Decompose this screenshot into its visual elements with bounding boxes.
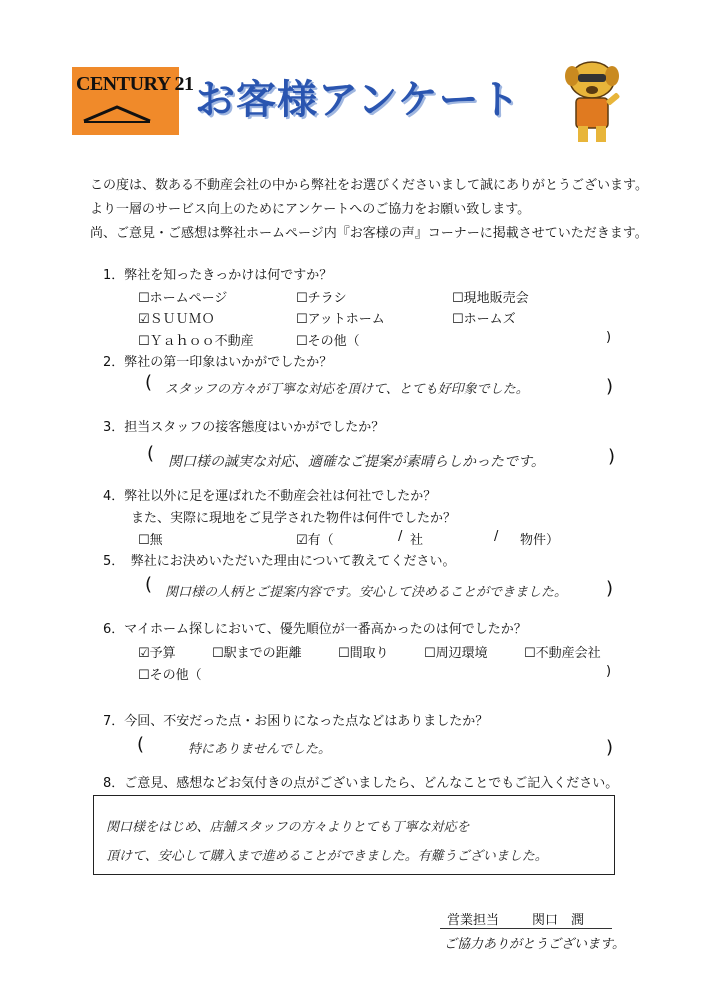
intro-line-1: この度は、数ある不動産会社の中から弊社をお選びくださいまして誠にありがとうございます。 xyxy=(90,178,648,193)
q6-option-company: ☐不動産会社 xyxy=(524,646,601,661)
q2-close: ) xyxy=(606,376,614,397)
logo-text: CENTURY 21 xyxy=(76,73,194,95)
q2-answer: スタッフの方々が丁寧な対応を頂けて、とても好印象でした。 xyxy=(165,382,529,397)
q4-option-yes: ☑有（ xyxy=(296,533,334,548)
q3-question: 3．担当スタッフの接客態度はいかがでしたか？ xyxy=(103,420,385,435)
q1-option-homes: ☐ホームズ xyxy=(452,312,516,327)
q6-option-budget: ☑予算 xyxy=(138,646,176,661)
q2-open: ( xyxy=(145,372,153,393)
q7-close: ) xyxy=(606,737,614,758)
q4-question: 4．弊社以外に足を運ばれた不動産会社は何社でしたか？ xyxy=(103,489,437,504)
q4-slash-2: / xyxy=(494,529,499,544)
q1-option-chirashi: ☐チラシ xyxy=(296,291,347,306)
q8-answer-line-1: 関口様をはじめ、店舗スタッフの方々よりとても丁寧な対応を xyxy=(106,820,470,835)
q4-bukken-label: 物件） xyxy=(520,533,560,548)
q1-option-suumo: ☑ＳＵＵＭＯ xyxy=(138,312,215,327)
q1-option-genchi: ☐現地販売会 xyxy=(452,291,529,306)
staff-label: 営業担当 xyxy=(447,913,500,928)
q7-answer: 特にありませんでした。 xyxy=(188,742,332,757)
q6-option-other: ☐その他（ xyxy=(138,668,202,683)
page-title: お客様アンケート xyxy=(195,77,521,123)
q8-question: 8．ご意見、感想などお気付きの点がございましたら、どんなことでもご記入ください。 xyxy=(103,776,619,791)
q7-question: 7．今回、不安だった点・お困りになった点などはありましたか？ xyxy=(103,714,489,729)
q6-option-environment: ☐周辺環境 xyxy=(424,646,488,661)
staff-name: 関口 潤 xyxy=(532,913,585,928)
q4-sha-label: 社 xyxy=(410,533,424,548)
q4-question-2: また、実際に現地をご見学された物件は何件でしたか？ xyxy=(131,511,457,526)
q6-other-close: ) xyxy=(606,664,612,679)
q7-open: ( xyxy=(137,734,145,755)
q3-open: ( xyxy=(147,443,155,464)
q4-option-none: ☐無 xyxy=(138,533,163,548)
q5-question: 5． 弊社にお決めいただいた理由について教えてください。 xyxy=(103,554,456,569)
intro-line-3: 尚、ご意見・ご感想は弊社ホームページ内『お客様の声』コーナーに掲載させていただきます。 xyxy=(90,226,648,241)
q3-close: ) xyxy=(608,446,616,467)
q4-slash-1: / xyxy=(398,529,403,544)
q1-option-yahoo: ☐Ｙａｈｏｏ不動産 xyxy=(138,334,254,349)
century21-logo xyxy=(72,67,194,135)
q8-answer-line-2: 頂けて、安心して購入まで進めることができました。有難うございました。 xyxy=(106,849,548,864)
house-roof-icon xyxy=(82,105,152,123)
thanks-text: ご協力ありがとうございます。 xyxy=(444,937,625,952)
q6-option-station: ☐駅までの距離 xyxy=(212,646,302,661)
q1-option-other: ☐その他（ xyxy=(296,334,360,349)
q1-other-close: ) xyxy=(606,330,612,345)
q5-close: ) xyxy=(606,578,614,599)
q1-option-athome: ☐アットホーム xyxy=(296,312,385,327)
q3-answer: 関口様の誠実な対応、適確なご提案が素晴らしかったです。 xyxy=(168,454,545,470)
staff-underline xyxy=(440,928,612,929)
dog-mascot-icon xyxy=(560,58,640,148)
q1-question: 1．弊社を知ったきっかけは何ですか？ xyxy=(103,268,333,283)
q5-open: ( xyxy=(145,574,153,595)
q2-question: 2．弊社の第一印象はいかがでしたか？ xyxy=(103,355,333,370)
q6-question: 6．マイホーム探しにおいて、優先順位が一番高かったのは何でしたか？ xyxy=(103,622,527,637)
q1-option-homepage: ☐ホームページ xyxy=(138,291,228,306)
q5-answer: 関口様の人柄とご提案内容です。安心して決めることができました。 xyxy=(165,585,567,600)
intro-line-2: より一層のサービス向上のためにアンケートへのご協力をお願い致します。 xyxy=(90,202,531,217)
q6-option-madori: ☐間取り xyxy=(338,646,389,661)
